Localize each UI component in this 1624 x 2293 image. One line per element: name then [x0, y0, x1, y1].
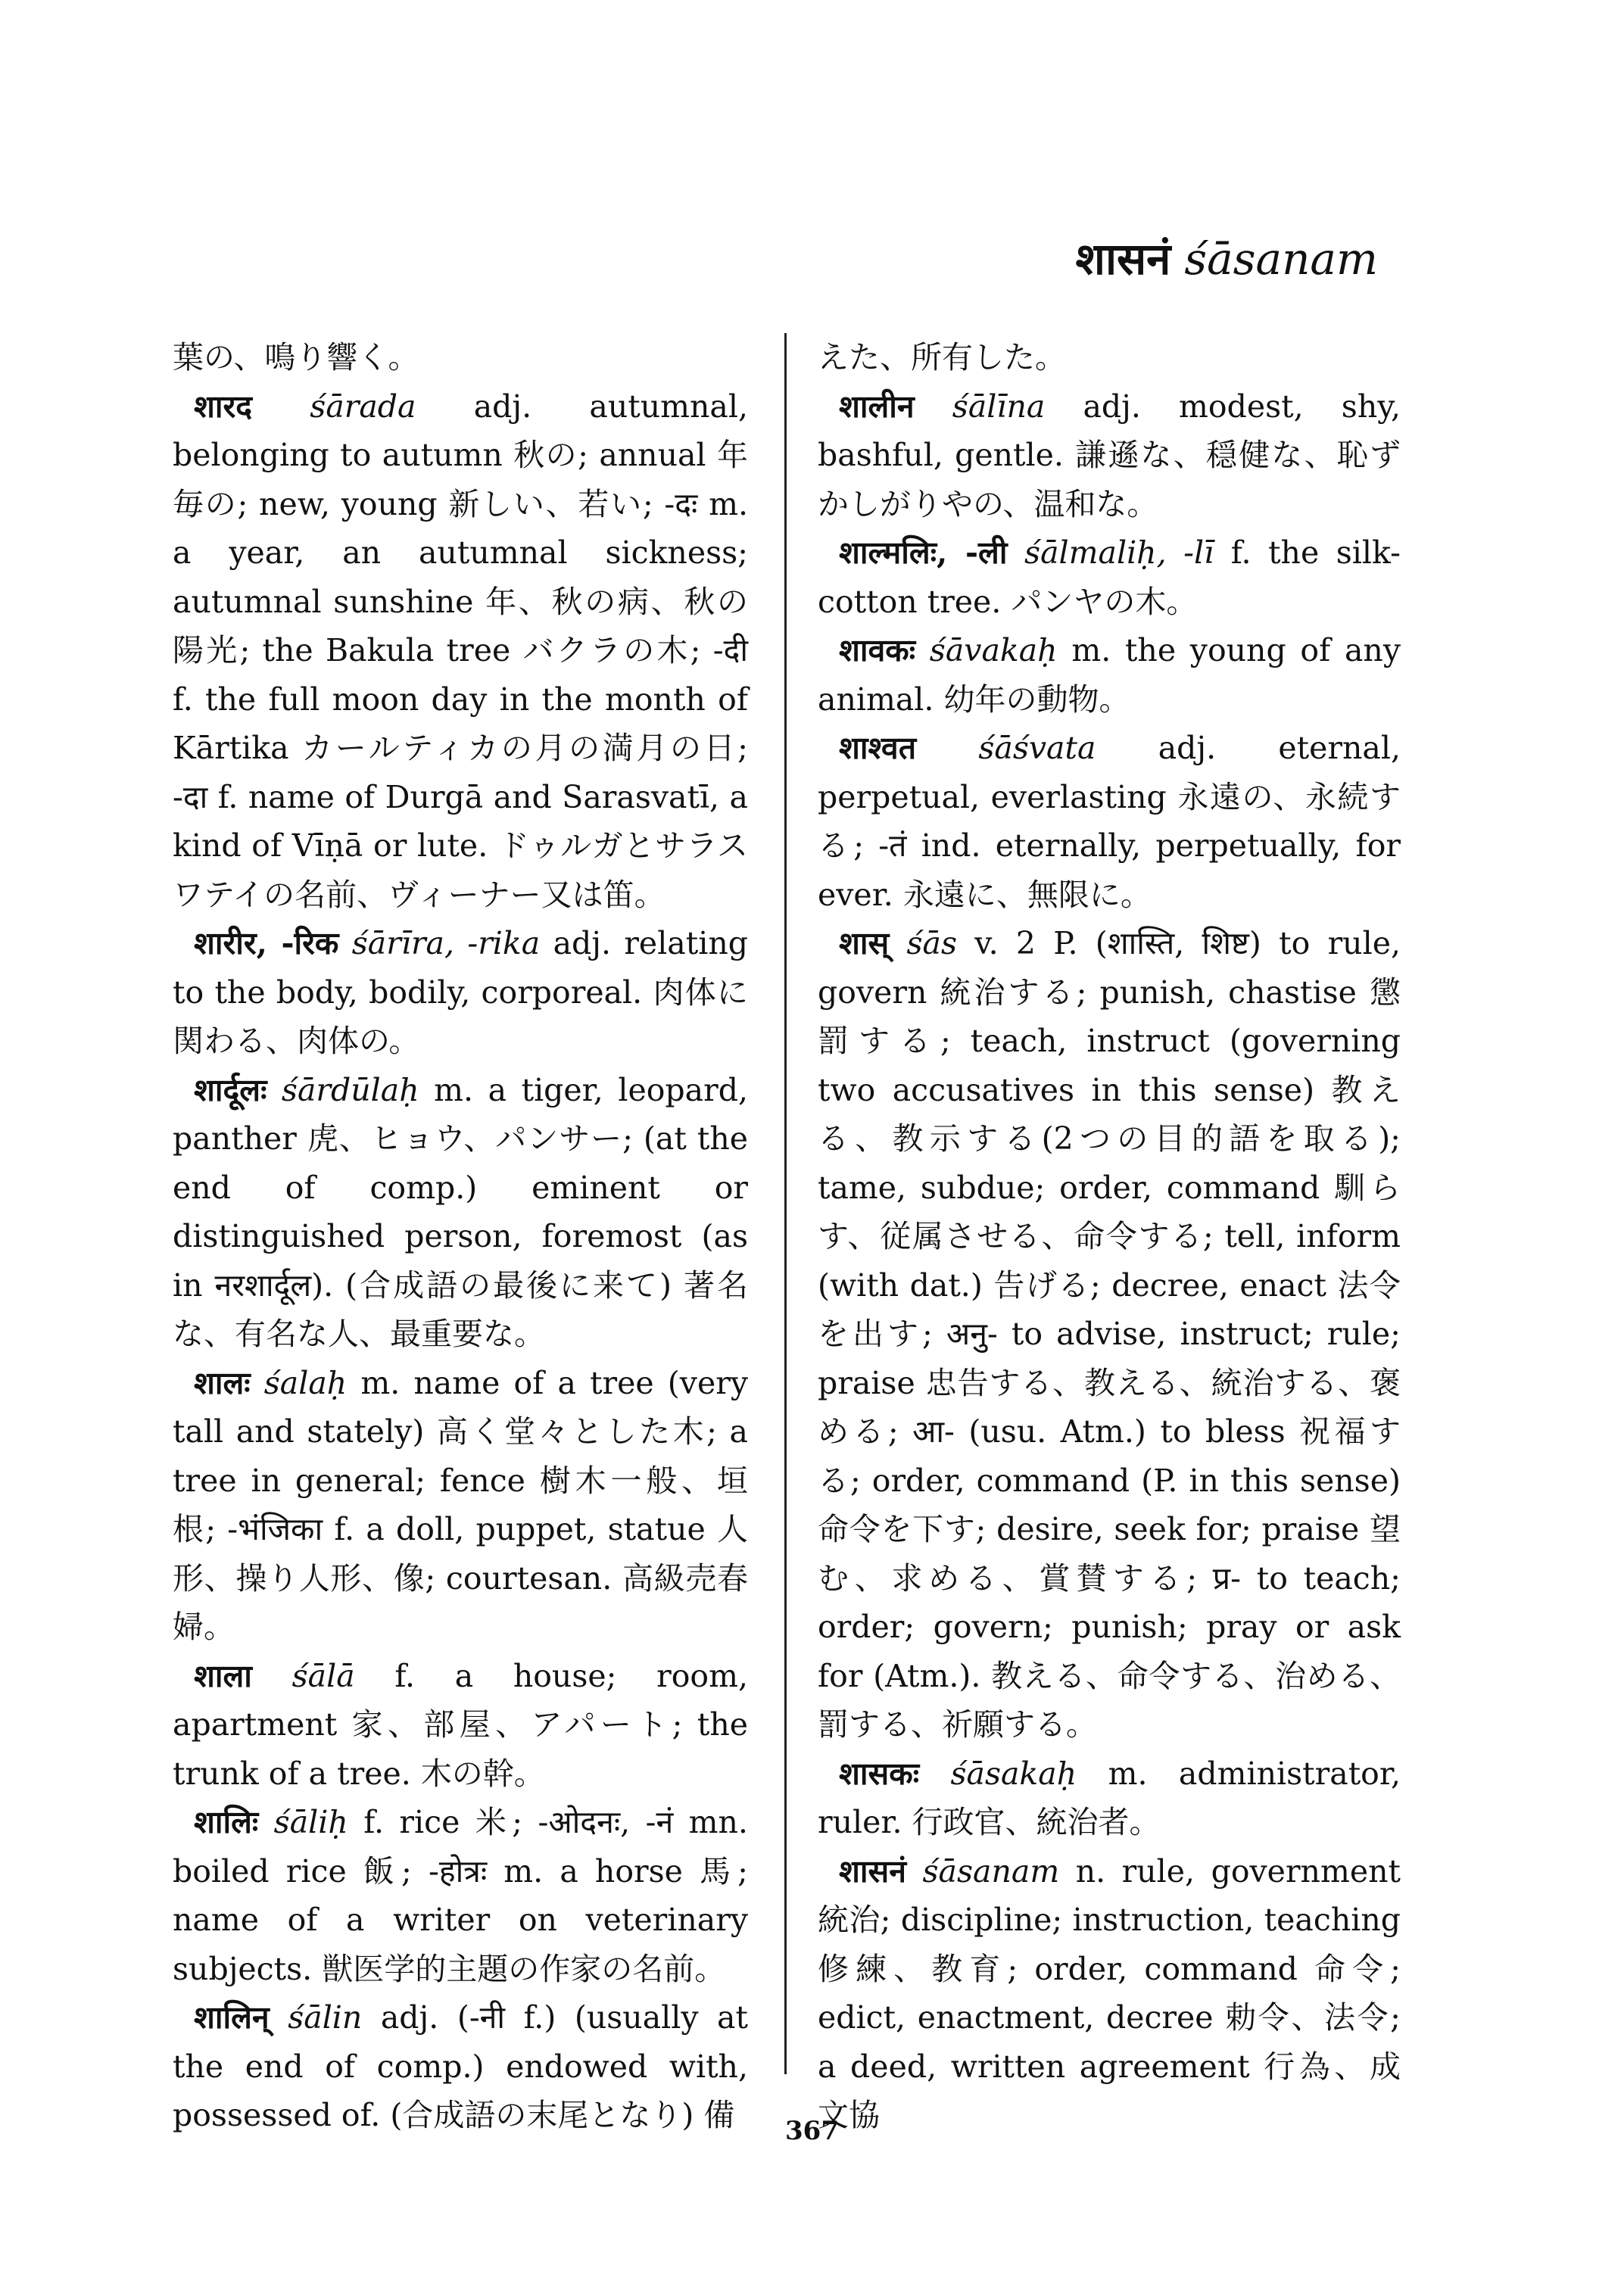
definition-text: えた、所有した。	[818, 339, 1066, 375]
definition-text: adj. modest, shy, bashful, gentle. 謙遜な、穏健な、恥ずかしがりやの、温和な。	[818, 388, 1401, 522]
headword-romanized: śālīna	[952, 388, 1046, 425]
definition-text: m. administrator, ruler. 行政官、統治者。	[818, 1755, 1401, 1840]
headword-romanized: śārdūlaḥ	[281, 1071, 419, 1108]
headword-devanagari: शार्दूलः	[194, 1071, 267, 1108]
definition-text: 葉の、鳴り響く。	[173, 339, 419, 375]
definition-text: adj. autumnal, belonging to autumn 秋の; annual 年毎の; new, young 新しい、若い; -दः m. a year, an autumnal sickness; autumnal sunshine 年、秋の病、秋の陽光; the Bakula tree バクラの木; -दी f. the full moon day in the month of Kārtika カールティカの月の満月の日; -दा f. name of Durgā and Sarasvatī, a kind of Vīṇā or lute. ドゥルガとサラスワテイの名前、ヴィーナー又は笛。	[173, 388, 748, 913]
dictionary-entry	[818, 626, 1401, 724]
dictionary-entry	[818, 333, 1401, 382]
headword-devanagari: शासनं	[839, 1852, 906, 1890]
definition-text: adj. eternal, perpetual, everlasting 永遠の、永続する; -तं ind. eternally, perpetually, for ever. 永遠に、無限に。	[818, 730, 1401, 913]
headword-romanized: śāsanam	[922, 1852, 1060, 1890]
dictionary-entry	[818, 1749, 1401, 1847]
dictionary-entry	[173, 919, 748, 1066]
dictionary-entry	[173, 382, 748, 920]
headword-devanagari: शाल्मलिः, -ली	[839, 534, 1008, 571]
definition-text: f. a house; room, apartment 家、部屋、アパート; the trunk of a tree. 木の幹。	[173, 1657, 748, 1792]
definition-text: f. the silk-cotton tree. パンヤの木。	[818, 534, 1401, 620]
definition-text: v. 2 P. (शास्ति, शिष्ट) to rule, govern 統治する; punish, chastise 懲罰する; teach, instruct (governing two accusatives in this sense) 教える、教示する(2つの目的語を取る); tame, subdue; order, command 馴らす、従属させる、命令する; tell, inform (with dat.) 告げる; decree, enact 法令を出す; अनु- to advise, instruct; rule; praise 忠告する、教える、統治する、褒める; आ- (usu. Atm.) to bless 祝福する; order, command (P. in this sense) 命令を下す; desire, seek for; praise 望む、求める、賞賛する; प्र- to teach; order; govern; punish; pray or ask for (Atm.). 教える、命令する、治める、罰する、祈願する。	[818, 925, 1401, 1743]
running-head-devanagari: शासनं	[1075, 233, 1171, 285]
headword-devanagari: शासकः	[839, 1755, 919, 1792]
headword-romanized: śās	[906, 925, 958, 961]
headword-devanagari: शारीर, -रिक	[194, 925, 339, 961]
headword-devanagari: शालिः	[194, 1804, 259, 1840]
headword-romanized: śārīra, -rika	[351, 925, 541, 961]
running-head	[1076, 227, 1379, 287]
left-column	[173, 333, 748, 2140]
headword-devanagari: शालः	[194, 1364, 251, 1401]
running-head-romanized: śāsanam	[1184, 233, 1378, 285]
definition-text: adj. (-नी f.) (usually at the end of comp.) endowed with, possessed of. (合成語の末尾となり) 備	[173, 1999, 748, 2133]
headword-devanagari: शाला	[194, 1657, 252, 1694]
column-divider	[784, 333, 787, 2074]
dictionary-entry	[173, 333, 748, 382]
headword-romanized: śāśvata	[978, 730, 1096, 766]
dictionary-entry	[173, 1652, 748, 1799]
headword-romanized: śālin	[288, 1999, 363, 2036]
definition-text: m. name of a tree (very tall and stately) 高く堂々とした木; a tree in general; fence 樹木一般、垣根; -भंजिका f. a doll, puppet, statue 人形、操り人形、像; courtesan. 高級売春婦。	[173, 1364, 748, 1645]
definition-text: m. a tiger, leopard, panther 虎、ヒョウ、パンサー; (at the end of comp.) eminent or distinguished person, foremost (as in नरशार्दूल). (合成語の最後に来て) 著名な、有名な人、最重要な。	[173, 1071, 748, 1352]
headword-devanagari: शालीन	[839, 388, 915, 425]
headword-devanagari: शास्	[839, 925, 890, 961]
right-column	[818, 333, 1401, 2140]
dictionary-entry	[173, 1359, 748, 1652]
headword-romanized: śālmaliḥ, -lī	[1024, 534, 1214, 571]
dictionary-entry	[173, 1798, 748, 1993]
headword-romanized: śāliḥ	[273, 1804, 348, 1840]
headword-devanagari: शाश्वत	[839, 730, 917, 766]
headword-romanized: śārada	[310, 388, 416, 425]
headword-romanized: śalaḥ	[263, 1364, 348, 1401]
page-number: 367	[785, 2116, 839, 2146]
headword-devanagari: शारद	[194, 388, 253, 425]
headword-devanagari: शावकः	[839, 632, 916, 668]
headword-romanized: śāsakaḥ	[950, 1755, 1077, 1792]
headword-romanized: śālā	[291, 1657, 355, 1694]
definition-text: adj. relating to the body, bodily, corporeal. 肉体に関わる、肉体の。	[173, 925, 748, 1059]
dictionary-entry	[818, 724, 1401, 919]
dictionary-entry	[818, 528, 1401, 626]
dictionary-entry	[818, 1847, 1401, 2140]
definition-text: f. rice 米; -ओदनः, -नं mn. boiled rice 飯; -होत्रः m. a horse 馬; name of a writer on veterinary subjects. 獣医学的主題の作家の名前。	[173, 1804, 748, 1987]
headword-devanagari: शालिन्	[194, 1999, 270, 2036]
definition-text: m. the young of any animal. 幼年の動物。	[818, 632, 1401, 718]
dictionary-entry	[818, 382, 1401, 529]
dictionary-entry	[173, 1066, 748, 1359]
headword-romanized: śāvakaḥ	[929, 632, 1058, 668]
definition-text: n. rule, government 統治; discipline; instruction, teaching 修練、教育; order, command 命令; edict, enactment, decree 勅令、法令; a deed, written agreement 行為、成文協	[818, 1852, 1401, 2133]
dictionary-entry	[818, 919, 1401, 1749]
